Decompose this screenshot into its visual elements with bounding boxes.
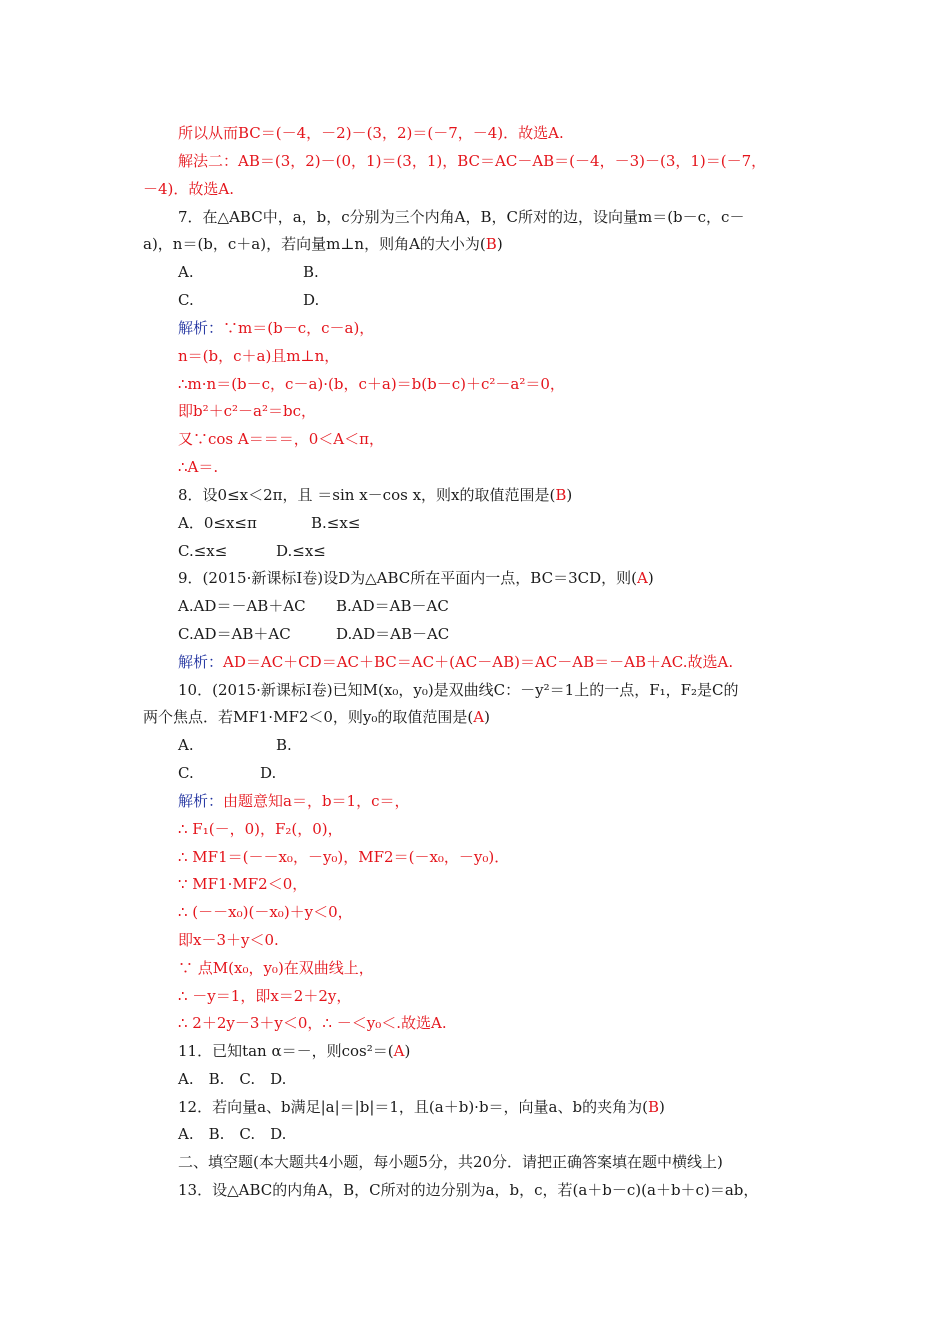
question-text: C.	[178, 291, 194, 309]
text-line	[178, 847, 509, 867]
answer-text: ∵m＝(b－c，c－a)，	[223, 319, 375, 337]
text-line	[178, 123, 564, 143]
text-line	[178, 485, 572, 505]
question-text: 10．(2015·新课标Ⅰ卷)已知M(x₀，y₀)是双曲线C：－y²＝1上的一点，F₁，F₂是C的	[178, 681, 739, 699]
question-text: )	[496, 235, 503, 253]
question-text: C.	[178, 764, 194, 782]
question-text: B.	[276, 736, 292, 754]
question-text: A．0≤x≤π	[178, 514, 257, 532]
question-text: 9．(2015·新课标Ⅰ卷)设D为△ABC所在平面内一点，BC＝3CD，则(	[178, 569, 637, 587]
question-text: 两个焦点．若MF1·MF2＜0，则y₀的取值范围是(	[143, 708, 474, 726]
answer-text: ∴ (－－x₀)(－x₀)＋y＜0，	[178, 903, 353, 921]
answer-text: ∴ F₁(－，0)，F₂(，0)，	[178, 820, 343, 838]
answer-text: A	[636, 569, 648, 587]
question-text: )	[647, 569, 654, 587]
text-line	[336, 596, 449, 616]
question-text: 7．在△ABC中，a，b，c分别为三个内角A，B，C所对的边，设向量m＝(b－c，c－	[178, 208, 745, 226]
question-text: )	[404, 1042, 411, 1060]
question-text: )	[659, 1098, 665, 1116]
text-line	[178, 429, 384, 449]
answer-text: B	[647, 1098, 659, 1116]
question-text: )	[566, 486, 573, 504]
question-text: D.	[303, 291, 320, 309]
text-line	[178, 374, 565, 394]
text-line	[303, 290, 319, 310]
question-text: D.AD＝AB－AC	[336, 625, 450, 643]
text-line	[178, 318, 374, 338]
text-line	[178, 151, 766, 171]
question-text: )	[484, 708, 490, 726]
question-text: B.≤x≤	[311, 514, 361, 532]
analysis-label: 解析：	[178, 319, 224, 337]
text-line	[178, 874, 307, 894]
text-line	[178, 986, 351, 1006]
text-line	[303, 262, 319, 282]
text-line	[276, 735, 292, 755]
answer-text: 解法二：AB＝(3，2)－(0，1)＝(3，1)，BC＝AC－AB＝(－4，－3)－(3，1)＝(－7，	[178, 152, 767, 170]
analysis-label: 解析：	[178, 653, 224, 671]
question-text: A.	[178, 736, 194, 754]
text-line	[178, 958, 374, 978]
text-line	[178, 791, 410, 811]
question-text: A.AD＝－AB＋AC	[178, 597, 306, 615]
text-line	[178, 457, 218, 477]
text-line	[178, 902, 353, 922]
text-line	[178, 1069, 286, 1089]
question-text: A.	[178, 263, 194, 281]
answer-text: 即b²＋c²－a²＝bc，	[178, 402, 316, 420]
text-line	[178, 596, 306, 616]
question-text: D.	[260, 764, 277, 782]
answer-text: ∴m·n＝(b－c，c－a)·(b，c＋a)＝b(b－c)＋c²－a²＝0，	[178, 375, 565, 393]
question-text: C.AD＝AB＋AC	[178, 625, 291, 643]
text-line	[178, 346, 339, 366]
text-line	[178, 624, 291, 644]
question-text: A. B. C. D.	[178, 1125, 287, 1143]
question-text: 8．设0≤x＜2π，且 ＝sin x－cos x，则x的取值范围是(	[178, 486, 556, 504]
answer-text: 由题意知a＝，b＝1，c＝，	[223, 792, 410, 810]
answer-text: －4)．故选A.	[143, 180, 234, 198]
text-line	[178, 930, 279, 950]
answer-text: ∴ MF1＝(－－x₀，－y₀)，MF2＝(－x₀，－y₀)．	[178, 848, 510, 866]
answer-text: AD＝AC＋CD＝AC＋BC＝AC＋(AC－AB)＝AC－AB＝－AB＋AC.故选A.	[223, 653, 734, 671]
answer-text: 又∵cos A＝＝＝，0＜A＜π，	[178, 430, 384, 448]
text-line	[178, 262, 194, 282]
text-line	[178, 568, 654, 588]
text-line	[143, 234, 503, 254]
question-text: 二、填空题(本大题共4小题，每小题5分，共20分．请把正确答案填在题中横线上)	[178, 1153, 723, 1171]
text-line	[178, 763, 194, 783]
answer-text: ∴ －y＝1，即x＝2＋2y，	[178, 987, 352, 1005]
text-line	[178, 290, 194, 310]
analysis-label: 解析：	[178, 792, 224, 810]
answer-text: ∴A＝.	[178, 458, 219, 476]
question-text: D.≤x≤	[276, 542, 326, 560]
text-line	[178, 680, 739, 700]
text-line	[178, 652, 733, 672]
answer-text: 即x－3＋y＜0.	[178, 931, 279, 949]
text-line	[178, 401, 316, 421]
question-text: 12．若向量a、b满足|a|＝|b|＝1，且(a＋b)·b＝，向量a、b的夹角为(	[178, 1098, 648, 1116]
text-line	[336, 624, 449, 644]
text-line	[311, 513, 360, 533]
question-text: A. B. C. D.	[178, 1070, 287, 1088]
text-line	[178, 1013, 447, 1033]
text-line	[178, 1097, 665, 1117]
text-line	[178, 541, 227, 561]
answer-text: A	[473, 708, 485, 726]
answer-text: n＝(b，c＋a)且m⊥n，	[178, 347, 340, 365]
text-line	[143, 179, 234, 199]
question-text: C.≤x≤	[178, 542, 228, 560]
text-line	[178, 1041, 410, 1061]
answer-text: A	[393, 1042, 405, 1060]
question-text: B.AD＝AB－AC	[336, 597, 449, 615]
answer-text: 所以从而BC＝(－4，－2)－(3，2)＝(－7，－4)．故选A.	[178, 124, 564, 142]
text-line	[178, 513, 257, 533]
text-line	[143, 707, 490, 727]
question-text: B.	[303, 263, 319, 281]
text-line	[178, 1124, 286, 1144]
answer-text: B	[485, 235, 497, 253]
question-text: a)，n＝(b，c＋a)，若向量m⊥n，则角A的大小为(	[143, 235, 486, 253]
answer-text: ∵ MF1·MF2＜0，	[178, 875, 308, 893]
text-line	[276, 541, 326, 561]
text-line	[178, 735, 194, 755]
answer-text: ∵ 点M(x₀，y₀)在双曲线上，	[178, 959, 374, 977]
text-line	[178, 1152, 723, 1172]
text-line	[178, 207, 744, 227]
text-line	[178, 1180, 758, 1200]
text-line	[260, 763, 276, 783]
answer-text: ∴ 2＋2y－3＋y＜0，∴ －＜y₀＜.故选A.	[178, 1014, 447, 1032]
question-text: 11．已知tan α＝－，则cos²＝(	[178, 1042, 394, 1060]
question-text: 13．设△ABC的内角A，B，C所对的边分别为a，b，c，若(a＋b－c)(a＋b＋c)＝ab，	[178, 1181, 759, 1199]
text-line	[178, 819, 343, 839]
answer-text: B	[555, 486, 567, 504]
